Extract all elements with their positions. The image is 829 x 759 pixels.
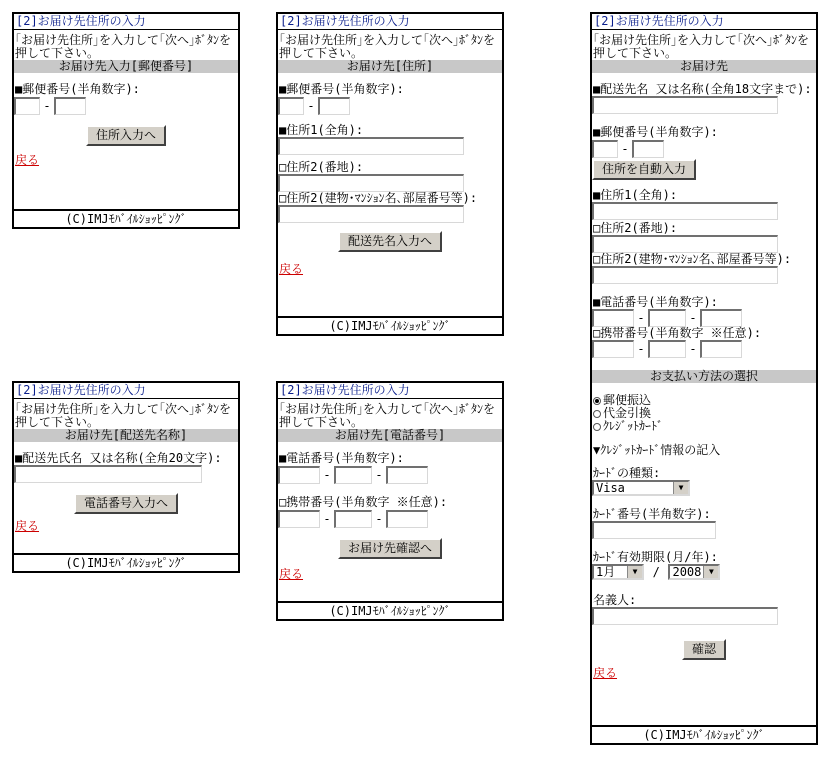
radio-icon[interactable] — [593, 423, 601, 431]
shipping-name-button[interactable]: 配送先名入力へ — [338, 231, 442, 252]
mobile-part2-input[interactable] — [334, 510, 372, 528]
footer: (C)IMJﾓﾊﾞｲﾙｼｮｯﾋﾟﾝｸﾞ — [14, 209, 238, 227]
radio-icon[interactable] — [593, 410, 601, 418]
dash: - — [689, 341, 697, 356]
address2-input[interactable] — [592, 235, 778, 253]
zip-last-input[interactable] — [632, 140, 664, 158]
zip-label: ■郵便番号(半角数字): — [15, 82, 140, 96]
auto-address-button[interactable]: 住所を自動入力 — [592, 159, 696, 180]
address2-label: □住所2(番地): — [593, 221, 678, 235]
phone-input-button[interactable]: 電話番号入力へ — [74, 493, 178, 514]
zip-label: ■郵便番号(半角数字): — [279, 82, 404, 96]
panel-zip — [12, 12, 240, 229]
phone-part2-input[interactable] — [648, 309, 686, 327]
address1-label: ■住所1(全角): — [593, 188, 678, 202]
mobile-label: □携帯番号(半角数字 ※任意): — [593, 326, 762, 340]
shipping-name-input[interactable] — [592, 96, 778, 114]
card-number-label: ｶｰﾄﾞ番号(半角数字): — [593, 507, 711, 521]
dash: - — [621, 141, 629, 156]
page-title: [2]お届け先住所の入力 — [280, 383, 410, 397]
address2-label: □住所2(番地): — [279, 160, 364, 174]
phone-label: ■電話番号(半角数字): — [279, 451, 404, 465]
phone-part2-input[interactable] — [334, 466, 372, 484]
card-info-heading: ▼ｸﾚｼﾞｯﾄｶｰﾄﾞ情報の記入 — [593, 443, 721, 457]
address1-input[interactable] — [592, 202, 778, 220]
intro-text: ｢お届け先住所｣を入力して｢次へ｣ﾎﾞﾀﾝを押して下さい｡ — [15, 33, 232, 60]
mobile-part3-input[interactable] — [700, 340, 742, 358]
section-band: お届け先[電話番号] — [278, 429, 502, 442]
phone-part1-input[interactable] — [278, 466, 320, 484]
chevron-down-icon: ▼ — [703, 566, 718, 578]
address2-input[interactable] — [278, 174, 464, 192]
dash: - — [637, 341, 645, 356]
address-input-button[interactable]: 住所入力へ — [86, 125, 166, 146]
phone-part3-input[interactable] — [700, 309, 742, 327]
footer: (C)IMJﾓﾊﾞｲﾙｼｮｯﾋﾟﾝｸﾞ — [278, 601, 502, 619]
chevron-down-icon: ▼ — [673, 482, 688, 494]
intro-text: ｢お届け先住所｣を入力して｢次へ｣ﾎﾞﾀﾝを押して下さい｡ — [15, 402, 232, 429]
address3-input[interactable] — [592, 266, 778, 284]
phone-part3-input[interactable] — [386, 466, 428, 484]
zip-last-input[interactable] — [318, 97, 350, 115]
expiry-month-select[interactable]: 1月 ▼ — [592, 564, 644, 580]
holder-label: 名義人: — [593, 593, 637, 607]
zip-first-input[interactable] — [592, 140, 618, 158]
mobile-part1-input[interactable] — [278, 510, 320, 528]
section-band: お届け先 — [592, 60, 816, 73]
confirm-destination-button[interactable]: お届け先確認へ — [338, 538, 442, 559]
mobile-part2-input[interactable] — [648, 340, 686, 358]
page-title: [2]お届け先住所の入力 — [280, 14, 410, 28]
zip-label: ■郵便番号(半角数字): — [593, 125, 718, 139]
phone-label: ■電話番号(半角数字): — [593, 295, 718, 309]
address1-input[interactable] — [278, 137, 464, 155]
holder-input[interactable] — [592, 607, 778, 625]
payment-option-credit[interactable]: ｸﾚｼﾞｯﾄｶｰﾄﾞ — [592, 420, 816, 433]
zip-first-input[interactable] — [278, 97, 304, 115]
expiry-separator: / — [652, 564, 660, 579]
address3-label: □住所2(建物･ﾏﾝｼｮﾝ名､部屋番号等): — [593, 252, 792, 266]
dash: - — [375, 467, 383, 482]
footer: (C)IMJﾓﾊﾞｲﾙｼｮｯﾋﾟﾝｸﾞ — [14, 553, 238, 571]
dash: - — [323, 467, 331, 482]
dash: - — [375, 511, 383, 526]
phone-part1-input[interactable] — [592, 309, 634, 327]
card-type-label: ｶｰﾄﾞの種類: — [593, 466, 661, 480]
expiry-year-select[interactable]: 2008 ▼ — [668, 564, 720, 580]
section-band: お届け先[配送先名称] — [14, 429, 238, 442]
zip-last-input[interactable] — [54, 97, 86, 115]
section-band: お届け先入力[郵便番号] — [14, 60, 238, 73]
dash: - — [689, 310, 697, 325]
intro-text: ｢お届け先住所｣を入力して｢次へ｣ﾎﾞﾀﾝを押して下さい｡ — [279, 33, 496, 60]
card-type-select[interactable]: Visa ▼ — [592, 480, 690, 496]
back-link[interactable]: 戻る — [279, 262, 304, 276]
payment-option-postal[interactable]: 郵便振込 — [592, 394, 816, 407]
dash: - — [323, 511, 331, 526]
dash: - — [637, 310, 645, 325]
mobile-label: □携帯番号(半角数字 ※任意): — [279, 495, 448, 509]
intro-text: ｢お届け先住所｣を入力して｢次へ｣ﾎﾞﾀﾝを押して下さい｡ — [593, 33, 810, 60]
address1-label: ■住所1(全角): — [279, 123, 364, 137]
address3-label: □住所2(建物･ﾏﾝｼｮﾝ名､部屋番号等): — [279, 191, 478, 205]
expiry-label: ｶｰﾄﾞ有効期限(月/年): — [593, 550, 718, 564]
page-title: [2]お届け先住所の入力 — [16, 14, 146, 28]
panel-phone — [276, 381, 504, 621]
panel-shipping-name — [12, 381, 240, 573]
back-link[interactable]: 戻る — [593, 666, 618, 680]
intro-text: ｢お届け先住所｣を入力して｢次へ｣ﾎﾞﾀﾝを押して下さい｡ — [279, 402, 496, 429]
back-link[interactable]: 戻る — [279, 567, 304, 581]
dash: - — [43, 98, 51, 113]
mobile-part1-input[interactable] — [592, 340, 634, 358]
shipping-name-label: ■配送先名 又は名称(全角18文字まで): — [593, 82, 812, 96]
back-link[interactable]: 戻る — [15, 153, 40, 167]
zip-first-input[interactable] — [14, 97, 40, 115]
page-title: [2]お届け先住所の入力 — [594, 14, 724, 28]
confirm-button[interactable]: 確認 — [682, 639, 726, 660]
back-link[interactable]: 戻る — [15, 519, 40, 533]
mobile-part3-input[interactable] — [386, 510, 428, 528]
payment-option-cod[interactable]: 代金引換 — [592, 407, 816, 420]
address3-input[interactable] — [278, 205, 464, 223]
footer: (C)IMJﾓﾊﾞｲﾙｼｮｯﾋﾟﾝｸﾞ — [592, 725, 816, 743]
panel-full-form — [590, 12, 818, 745]
page-title: [2]お届け先住所の入力 — [16, 383, 146, 397]
dash: - — [307, 98, 315, 113]
panel-address — [276, 12, 504, 336]
shipping-name-input[interactable] — [14, 465, 202, 483]
footer: (C)IMJﾓﾊﾞｲﾙｼｮｯﾋﾟﾝｸﾞ — [278, 316, 502, 334]
shipping-name-label: ■配送先氏名 又は名称(全角20文字): — [15, 451, 222, 465]
payment-band: お支払い方法の選択 — [592, 370, 816, 383]
radio-selected-icon[interactable] — [593, 397, 601, 405]
card-number-input[interactable] — [592, 521, 716, 539]
chevron-down-icon: ▼ — [627, 566, 642, 578]
section-band: お届け先[住所] — [278, 60, 502, 73]
